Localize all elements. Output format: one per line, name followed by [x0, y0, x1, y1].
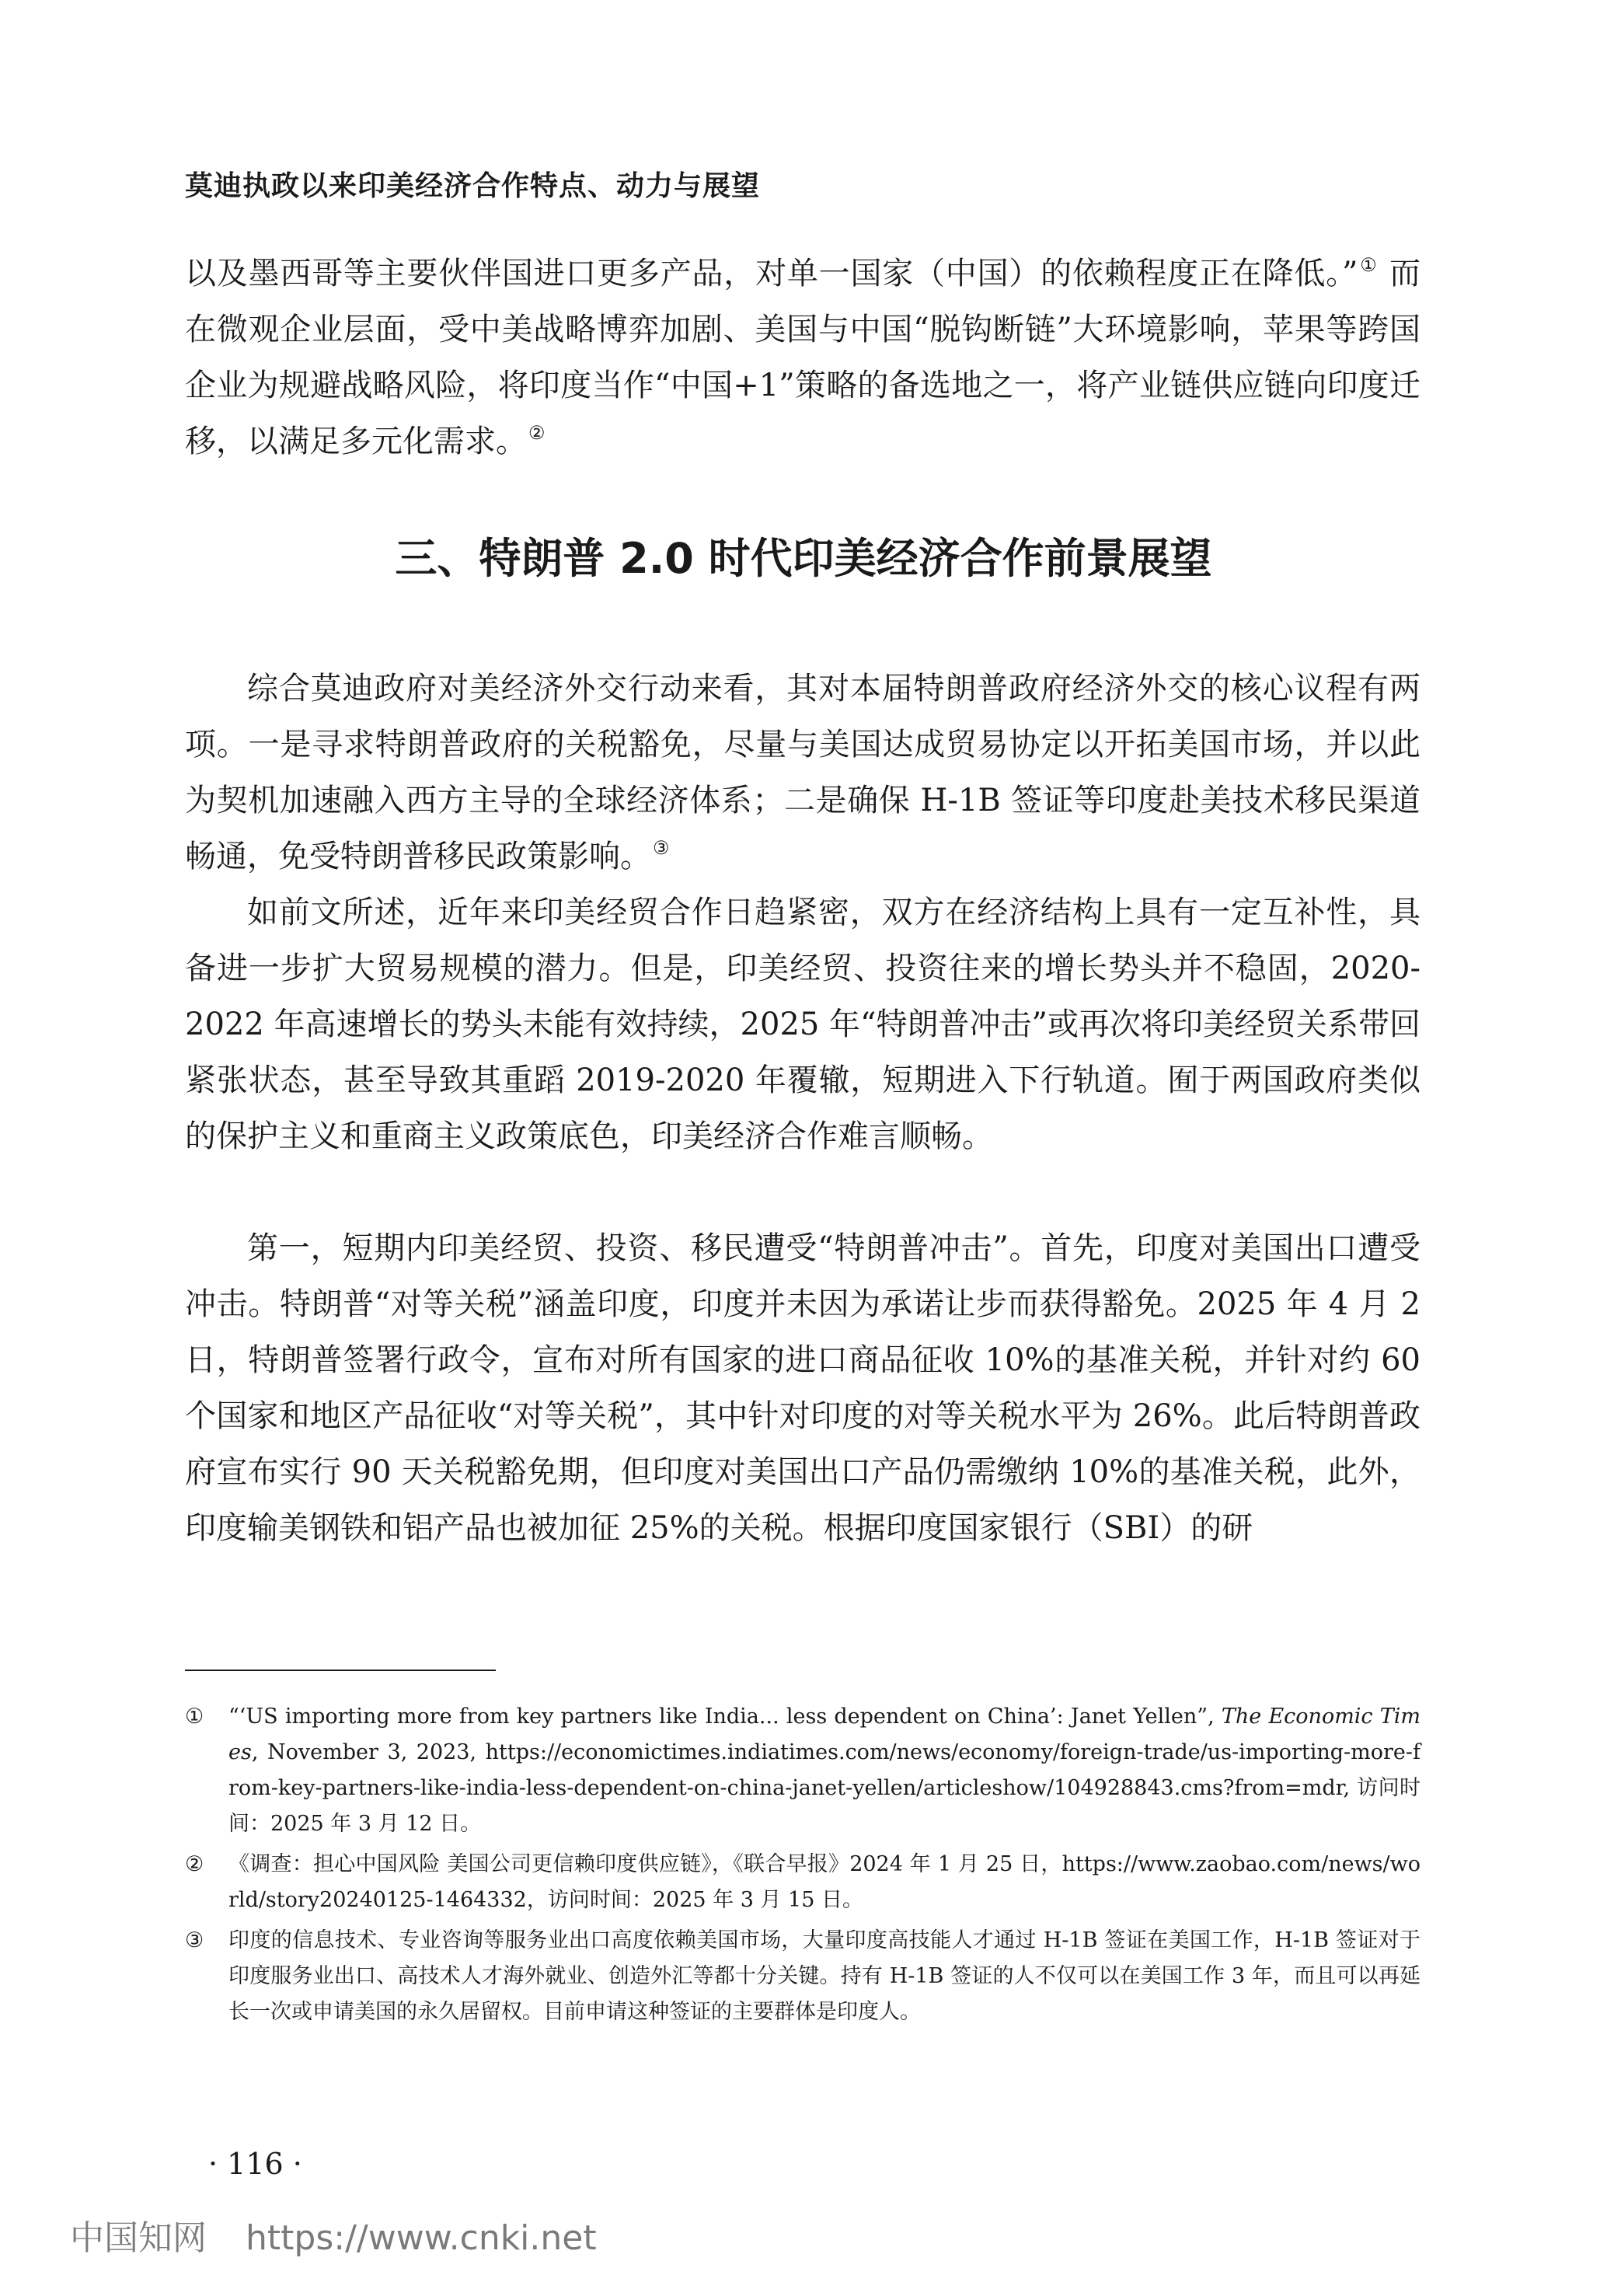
- paragraph-agenda: [185, 661, 1421, 885]
- page-number: · 116 ·: [208, 2147, 302, 2181]
- footnote-marker: ③: [185, 1928, 204, 1952]
- footnote-ref-2[interactable]: ②: [528, 422, 546, 444]
- paragraph-outlook: [185, 885, 1421, 1164]
- paragraph-trump-shock: [185, 1220, 1421, 1556]
- section-heading: 三、特朗普 2.0 时代印美经济合作前景展望: [395, 534, 1212, 583]
- footnote-journal-title: The Economic Times: [228, 1705, 1421, 1764]
- paragraph-text: 以及墨西哥等主要伙伴国进口更多产品，对单一国家（中国）的依赖程度正在降低。”: [185, 256, 1358, 291]
- footnote-text: , November 3, 2023, https://economictimes.indiatimes.com/news/economy/foreign-trade/us-importing-more-from-key-partners-like-india-less-dependent-on-china-janet-yellen/articleshow/104928843.cms?from=mdr, 访问时间：2025 年 3 月 12 日。: [228, 1740, 1421, 1836]
- footnote-text: “‘US importing more from key partners like India... less dependent on China’: Janet Yellen”,: [228, 1705, 1222, 1729]
- running-head: 莫迪执政以来印美经济合作特点、动力与展望: [185, 170, 761, 202]
- footnote-ref-1[interactable]: ①: [1359, 254, 1378, 276]
- footnote-1: [185, 1699, 1421, 1842]
- footnotes: [185, 1699, 1421, 2035]
- footnote-2: [185, 1847, 1421, 1918]
- footnote-marker: ②: [185, 1852, 204, 1876]
- footnote-marker: ①: [185, 1705, 204, 1729]
- paragraph-text: 综合莫迪政府对美经济外交行动来看，其对本届特朗普政府经济外交的核心议程有两项。一是寻求特朗普政府的关税豁免，尽量与美国达成贸易协定以开拓美国市场，并以此为契机加速融入西方主导的全球经济体系；二是确保 H-1B 签证等印度赴美技术移民渠道畅通，免受特朗普移民政策影响。: [185, 671, 1421, 874]
- footnote-3: [185, 1923, 1421, 2030]
- paragraph-text: 而在微观企业层面，受中美战略博弈加剧、美国与中国“脱钩断链”大环境影响，苹果等跨国企业为规避战略风险，将印度当作“中国+1”策略的备选地之一，将产业链供应链向印度迁移，以满足多元化需求。: [185, 256, 1421, 459]
- watermark-brand: 中国知网: [70, 2218, 207, 2258]
- footnote-text: 印度的信息技术、专业咨询等服务业出口高度依赖美国市场，大量印度高技能人才通过 H-1B 签证在美国工作，H-1B 签证对于印度服务业出口、高技术人才海外就业、创造外汇等都十分关键。持有 H-1B 签证的人不仅可以在美国工作 3 年，而且可以再延长一次或申请美国的永久居留权。目前申请这种签证的主要群体是印度人。: [228, 1928, 1421, 2024]
- footnote-ref-3[interactable]: ③: [653, 837, 670, 859]
- cnki-watermark: [70, 2218, 597, 2258]
- footnote-divider: [185, 1670, 496, 1671]
- paragraph-text: 如前文所述，近年来印美经贸合作日趋紧密，双方在经济结构上具有一定互补性，具备进一步扩大贸易规模的潜力。但是，印美经贸、投资往来的增长势头并不稳固，2020-2022 年高速增长的势头未能有效持续，2025 年“特朗普冲击”或再次将印美经贸关系带回紧张状态，甚至导致其重蹈 2019-2020 年覆辙，短期进入下行轨道。囿于两国政府类似的保护主义和重商主义政策底色，印美经济合作难言顺畅。: [185, 895, 1421, 1154]
- footnote-text: 《调查：担心中国风险 美国公司更信赖印度供应链》，《联合早报》2024 年 1 月 25 日，https://www.zaobao.com/news/world/story20240125-1464332，访问时间：2025 年 3 月 15 日。: [228, 1852, 1421, 1912]
- paragraph-text: 第一，短期内印美经贸、投资、移民遭受“特朗普冲击”。首先，印度对美国出口遭受冲击。特朗普“对等关税”涵盖印度，印度并未因为承诺让步而获得豁免。2025 年 4 月 2 日，特朗普签署行政令，宣布对所有国家的进口商品征收 10%的基准关税，并针对约 60 个国家和地区产品征收“对等关税”，其中针对印度的对等关税水平为 26%。此后特朗普政府宣布实行 90 天关税豁免期，但印度对美国出口产品仍需缴纳 10%的基准关税，此外，印度输美钢铁和铝产品也被加征 25%的关税。根据印度国家银行（SBI）的研: [185, 1230, 1421, 1546]
- watermark-url[interactable]: https://www.cnki.net: [246, 2218, 597, 2258]
- paragraph-continuation: [185, 246, 1421, 469]
